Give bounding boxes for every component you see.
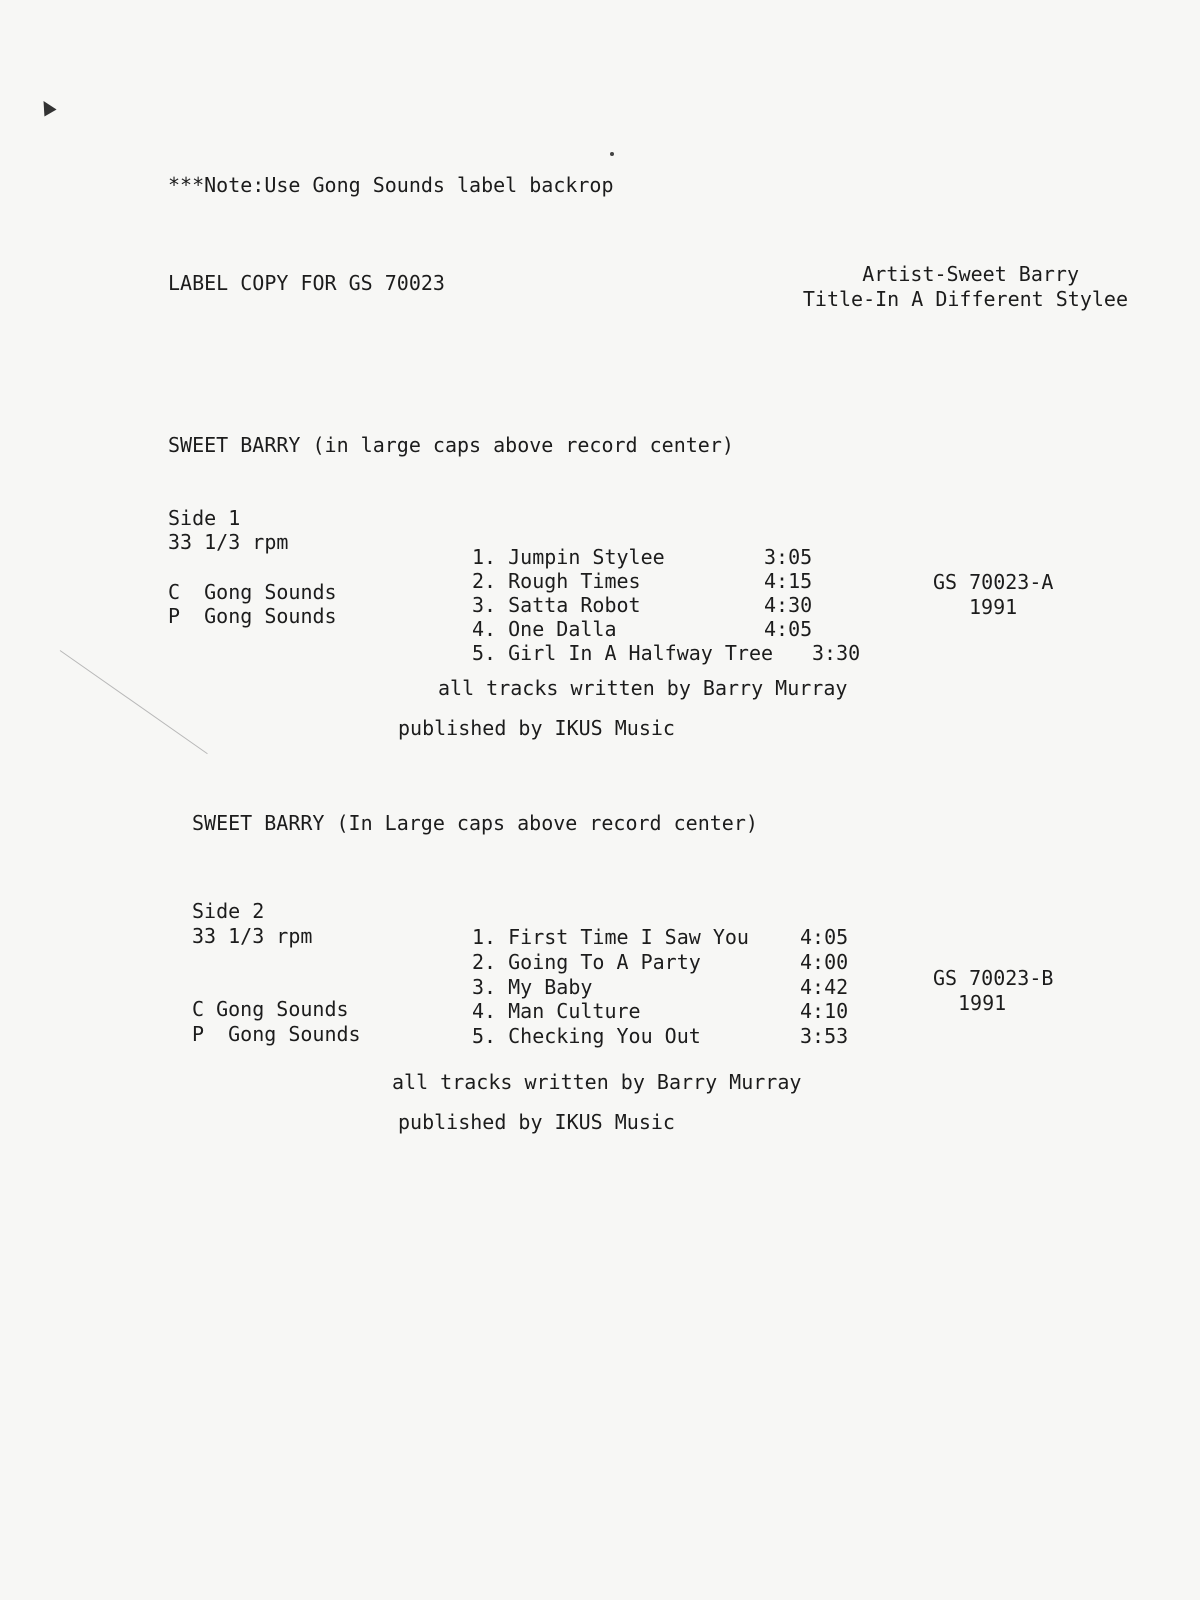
side2-track-title: 5. Checking You Out: [472, 1024, 701, 1048]
side1-track-title: 2. Rough Times: [472, 569, 641, 593]
side1-published-by: published by IKUS Music: [398, 716, 675, 740]
side1-phonogram: P Gong Sounds: [168, 604, 337, 628]
side1-track-time: 3:05: [764, 545, 813, 569]
side1-track-time: 4:30: [764, 593, 813, 617]
side2-track-title: 1. First Time I Saw You: [472, 925, 749, 949]
note-line: ***Note:Use Gong Sounds label backrop: [168, 173, 614, 197]
side1-catalog: GS 70023-A: [933, 570, 1054, 594]
side2-catalog: GS 70023-B: [933, 966, 1054, 990]
side1-speed: 33 1/3 rpm: [168, 530, 289, 554]
side2-speed: 33 1/3 rpm: [192, 924, 313, 948]
side1-track-time: 4:05: [764, 617, 813, 641]
title-line: Title-In A Different Stylee: [802, 287, 1128, 311]
side1-year: 1991: [969, 595, 1018, 619]
side1-track-title: 5. Girl In A Halfway Tree: [472, 641, 774, 665]
label-copy-heading: LABEL COPY FOR GS 70023: [168, 271, 445, 295]
side1-track-title: 1. Jumpin Stylee: [472, 545, 665, 569]
side2-track-title: 3. My Baby: [472, 975, 593, 999]
side1-track-time: 3:30: [812, 641, 861, 665]
artist-line: Artist-Sweet Barry: [862, 262, 1079, 286]
side2-label: Side 2: [192, 899, 265, 923]
side2-published-by: published by IKUS Music: [398, 1110, 675, 1134]
side1-heading: SWEET BARRY (in large caps above record center): [168, 433, 734, 457]
ink-mark: [37, 97, 56, 116]
side2-track-time: 4:00: [800, 950, 849, 974]
side2-heading: SWEET BARRY (In Large caps above record center): [192, 811, 758, 835]
side1-written-by: all tracks written by Barry Murray: [438, 676, 848, 700]
side2-year: 1991: [958, 991, 1007, 1015]
ink-dot: [610, 152, 614, 156]
side1-track-title: 4. One Dalla: [472, 617, 617, 641]
side1-track-title: 3. Satta Robot: [472, 593, 641, 617]
side2-copyright: C Gong Sounds: [192, 997, 349, 1021]
side2-written-by: all tracks written by Barry Murray: [392, 1070, 802, 1094]
side2-track-title: 2. Going To A Party: [472, 950, 701, 974]
side2-track-time: 4:05: [800, 925, 849, 949]
side2-track-time: 3:53: [800, 1024, 849, 1048]
side2-track-title: 4. Man Culture: [472, 999, 641, 1023]
paper-scratch: [60, 650, 208, 754]
side2-track-time: 4:42: [800, 975, 849, 999]
side1-track-time: 4:15: [764, 569, 813, 593]
side1-copyright: C Gong Sounds: [168, 580, 337, 604]
side2-phonogram: P Gong Sounds: [192, 1022, 361, 1046]
side2-track-time: 4:10: [800, 999, 849, 1023]
side1-label: Side 1: [168, 506, 241, 530]
